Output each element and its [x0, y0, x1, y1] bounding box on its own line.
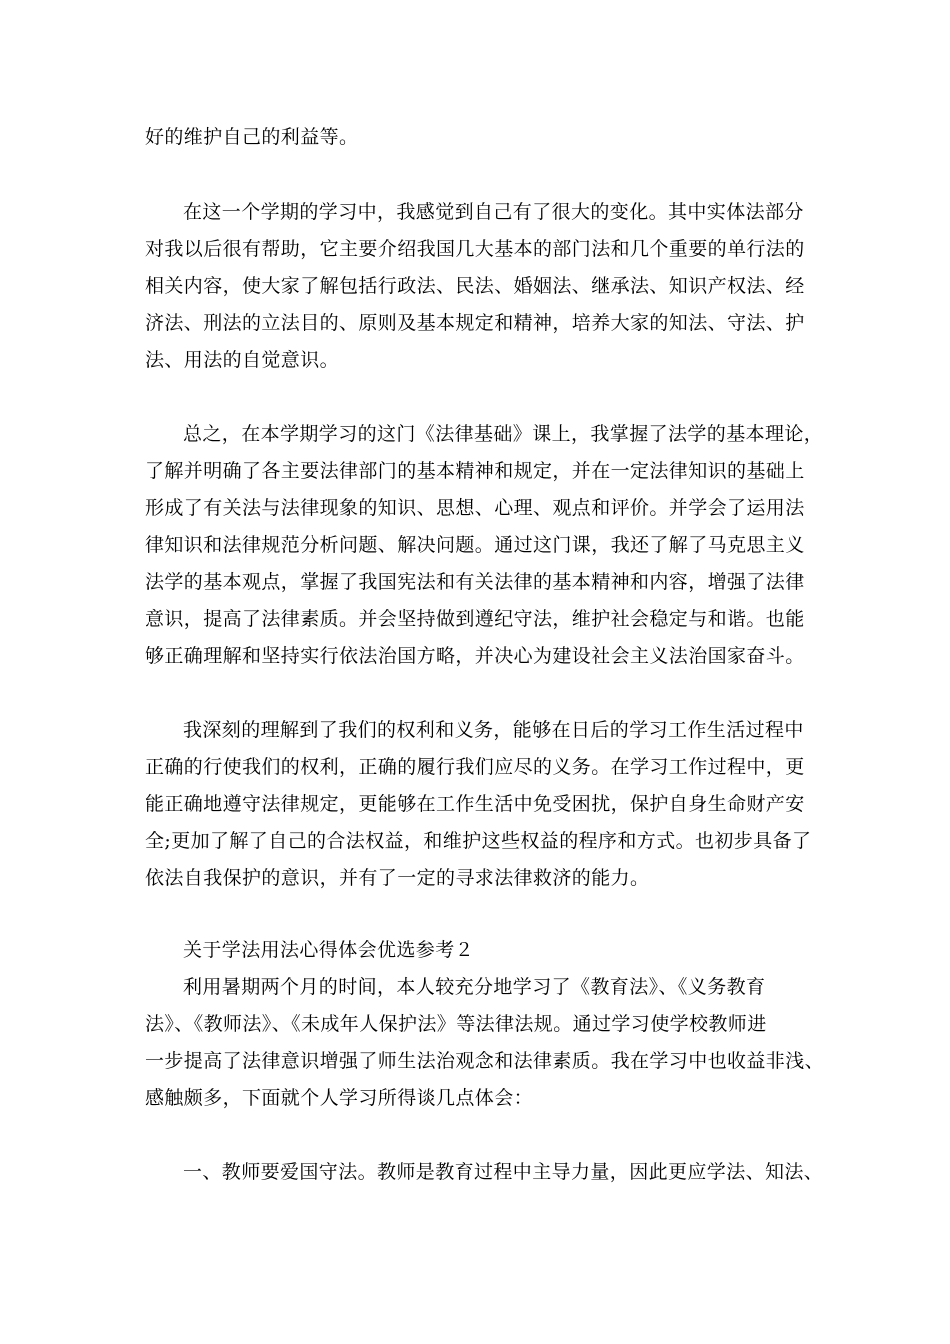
paragraph-line: 依法自我保护的意识，并有了一定的寻求法律救济的能力。	[145, 867, 650, 889]
paragraph-line: 形成了有关法与法律现象的知识、思想、心理、观点和评价。并学会了运用法	[145, 497, 805, 519]
paragraph-line: 一、教师要爱国守法。教师是教育过程中主导力量，因此更应学法、知法、	[183, 1161, 824, 1183]
paragraph-line: 正确的行使我们的权利，正确的履行我们应尽的义务。在学习工作过程中，更	[145, 756, 805, 778]
paragraph-line: 全;更加了解了自己的合法权益，和维护这些权益的程序和方式。也初步具备了	[145, 830, 812, 852]
paragraph-line: 律知识和法律规范分析问题、解决问题。通过这门课，我还了解了马克思主义	[145, 534, 805, 556]
paragraph-line: 利用暑期两个月的时间，本人较充分地学习了《教育法》、《义务教育	[183, 976, 766, 998]
paragraph-line: 能正确地遵守法律规定，更能够在工作生活中免受困扰，保护自身生命财产安	[145, 793, 805, 815]
paragraph-line: 法学的基本观点，掌握了我国宪法和有关法律的基本精神和内容，增强了法律	[145, 571, 805, 593]
paragraph-line: 对我以后很有帮助，它主要介绍我国几大基本的部门法和几个重要的单行法的	[145, 238, 805, 260]
paragraph-line: 一步提高了法律意识增强了师生法治观念和法律素质。我在学习中也收益非浅、	[145, 1050, 825, 1072]
paragraph-line: 我深刻的理解到了我们的权利和义务，能够在日后的学习工作生活过程中	[183, 719, 804, 741]
paragraph-line: 总之，在本学期学习的这门《法律基础》课上，我掌握了法学的基本理论，	[183, 423, 824, 445]
section-heading: 关于学法用法心得体会优选参考２	[183, 939, 475, 961]
paragraph-line: 了解并明确了各主要法律部门的基本精神和规定，并在一定法律知识的基础上	[145, 460, 805, 482]
paragraph-line: 法》、《教师法》、《未成年人保护法》等法律法规。通过学习使学校教师进	[145, 1013, 767, 1035]
paragraph-line: 好的维护自己的利益等。	[145, 126, 359, 148]
paragraph-line: 法、用法的自觉意识。	[145, 349, 340, 371]
paragraph-line: 在这一个学期的学习中，我感觉到自己有了很大的变化。其中实体法部分	[183, 201, 804, 223]
paragraph-line: 够正确理解和坚持实行依法治国方略，并决心为建设社会主义法治国家奋斗。	[145, 645, 805, 667]
paragraph-line: 意识，提高了法律素质。并会坚持做到遵纪守法，维护社会稳定与和谐。也能	[145, 608, 805, 630]
paragraph-line: 感触颇多，下面就个人学习所得谈几点体会：	[145, 1087, 534, 1109]
paragraph-line: 相关内容，使大家了解包括行政法、民法、婚姻法、继承法、知识产权法、经	[145, 275, 805, 297]
paragraph-line: 济法、刑法的立法目的、原则及基本规定和精神，培养大家的知法、守法、护	[145, 312, 805, 334]
